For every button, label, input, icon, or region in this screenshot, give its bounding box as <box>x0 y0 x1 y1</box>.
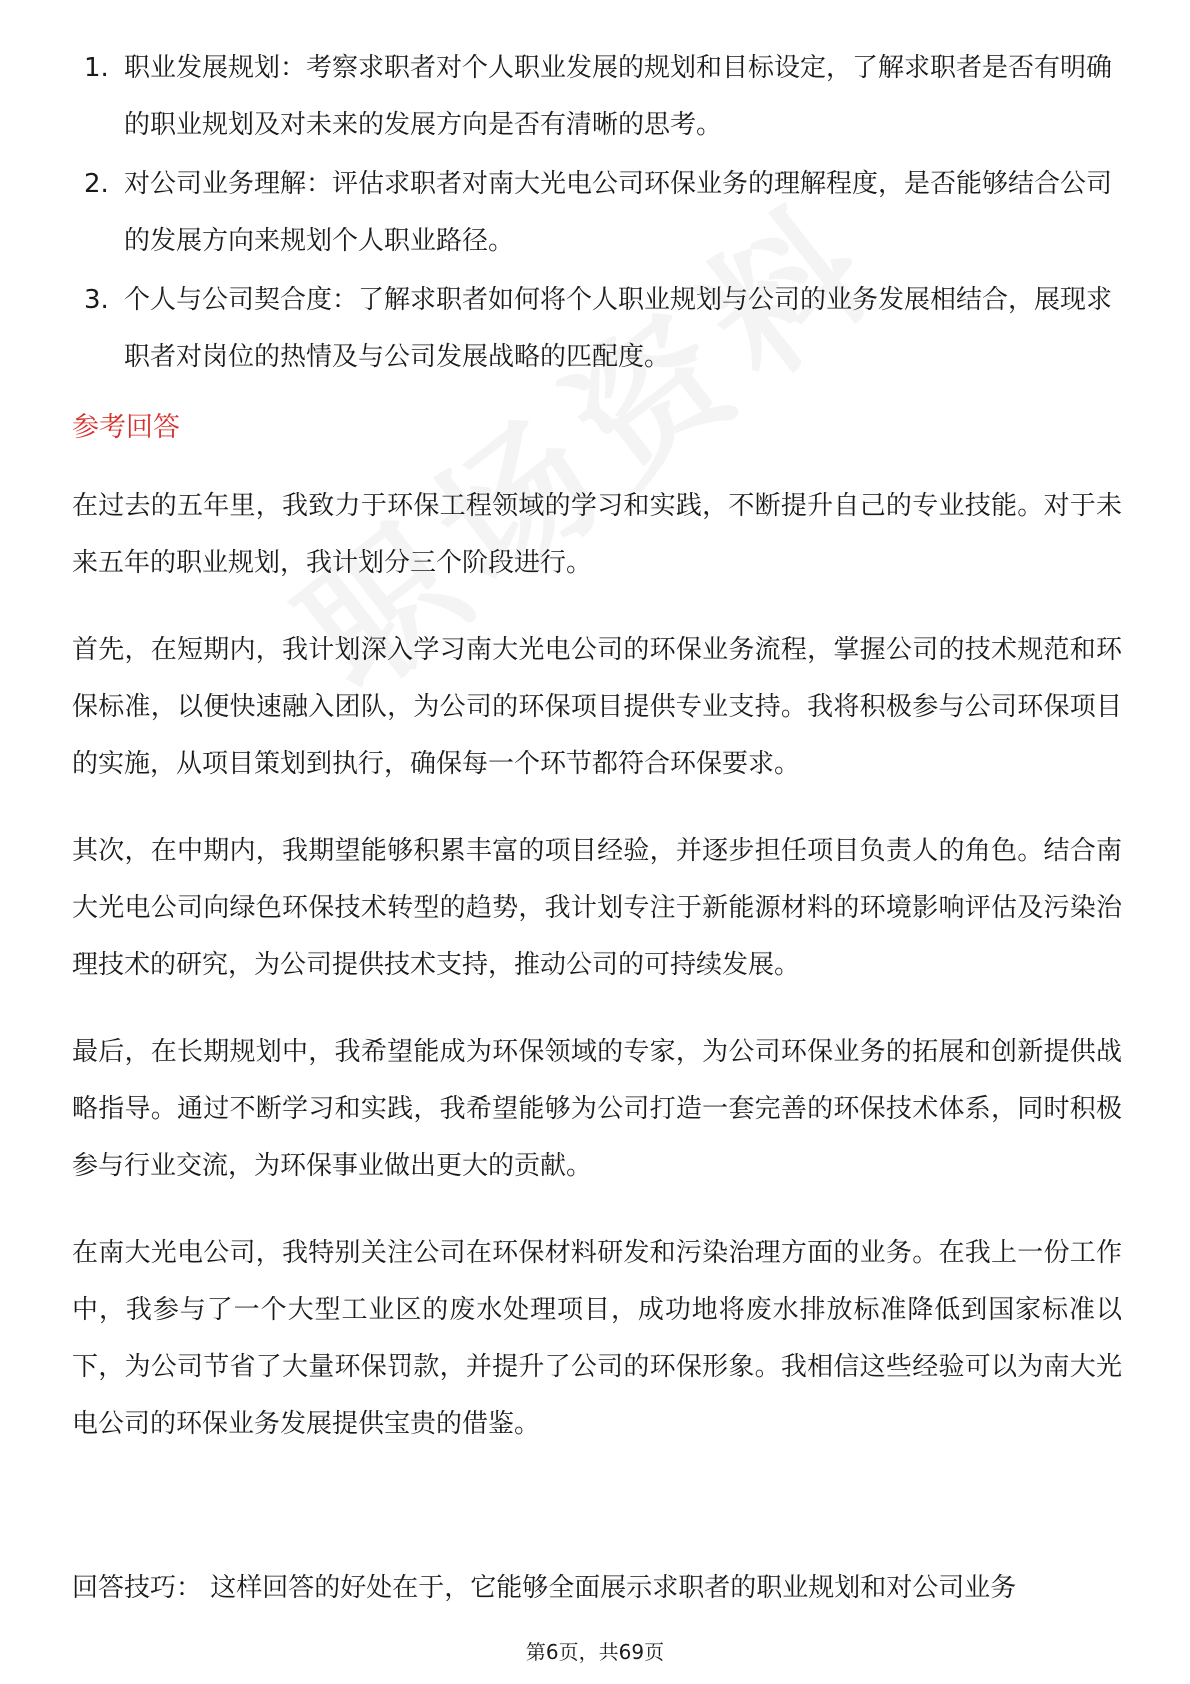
criteria-item-3 <box>72 272 1122 386</box>
criteria-item-2 <box>72 156 1122 270</box>
criteria-item-1 <box>72 40 1122 154</box>
criteria-number: 2. <box>84 169 109 199</box>
answer-paragraph-3: 其次，在中期内，我期望能够积累丰富的项目经验，并逐步担任项目负责人的角色。结合南大光电公司向绿色环保技术转型的趋势，我计划专注于新能源材料的环境影响评估及污染治理技术的研究，为公司提供技术支持，推动公司的可持续发展。 <box>72 836 1122 980</box>
criteria-number: 3. <box>84 285 109 315</box>
page-number-footer: 第6页，共69页 <box>525 1640 665 1664</box>
criteria-text: 职业发展规划：考察求职者对个人职业发展的规划和目标设定，了解求职者是否有明确的职业规划及对未来的发展方向是否有清晰的思考。 <box>124 53 1113 140</box>
criteria-list <box>72 40 1122 388</box>
criteria-text: 个人与公司契合度：了解求职者如何将个人职业规划与公司的业务发展相结合，展现求职者对岗位的热情及与公司发展战略的匹配度。 <box>124 285 1113 372</box>
reference-answer-body <box>72 478 1122 1483</box>
answer-paragraph-1: 在过去的五年里，我致力于环保工程领域的学习和实践，不断提升自己的专业技能。对于未来五年的职业规划，我计划分三个阶段进行。 <box>72 491 1122 578</box>
answer-paragraph-4: 最后，在长期规划中，我希望能成为环保领域的专家，为公司环保业务的拓展和创新提供战略指导。通过不断学习和实践，我希望能够为公司打造一套完善的环保技术体系，同时积极参与行业交流，为环保事业做出更大的贡献。 <box>72 1037 1122 1181</box>
criteria-text: 对公司业务理解：评估求职者对南大光电公司环保业务的理解程度，是否能够结合公司的发展方向来规划个人职业路径。 <box>124 169 1113 256</box>
reference-answer-heading: 参考回答 <box>72 412 180 443</box>
criteria-number: 1. <box>84 53 109 83</box>
answer-tip: 回答技巧： 这样回答的好处在于，它能够全面展示求职者的职业规划和对公司业务 <box>72 1573 1017 1603</box>
answer-paragraph-5: 在南大光电公司，我特别关注公司在环保材料研发和污染治理方面的业务。在我上一份工作中，我参与了一个大型工业区的废水处理项目，成功地将废水排放标准降低到国家标准以下，为公司节省了大量环保罚款，并提升了公司的环保形象。我相信这些经验可以为南大光电公司的环保业务发展提供宝贵的借鉴。 <box>72 1238 1122 1439</box>
answer-paragraph-2: 首先，在短期内，我计划深入学习南大光电公司的环保业务流程，掌握公司的技术规范和环保标准，以便快速融入团队，为公司的环保项目提供专业支持。我将积极参与公司环保项目的实施，从项目策划到执行，确保每一个环节都符合环保要求。 <box>72 635 1122 779</box>
